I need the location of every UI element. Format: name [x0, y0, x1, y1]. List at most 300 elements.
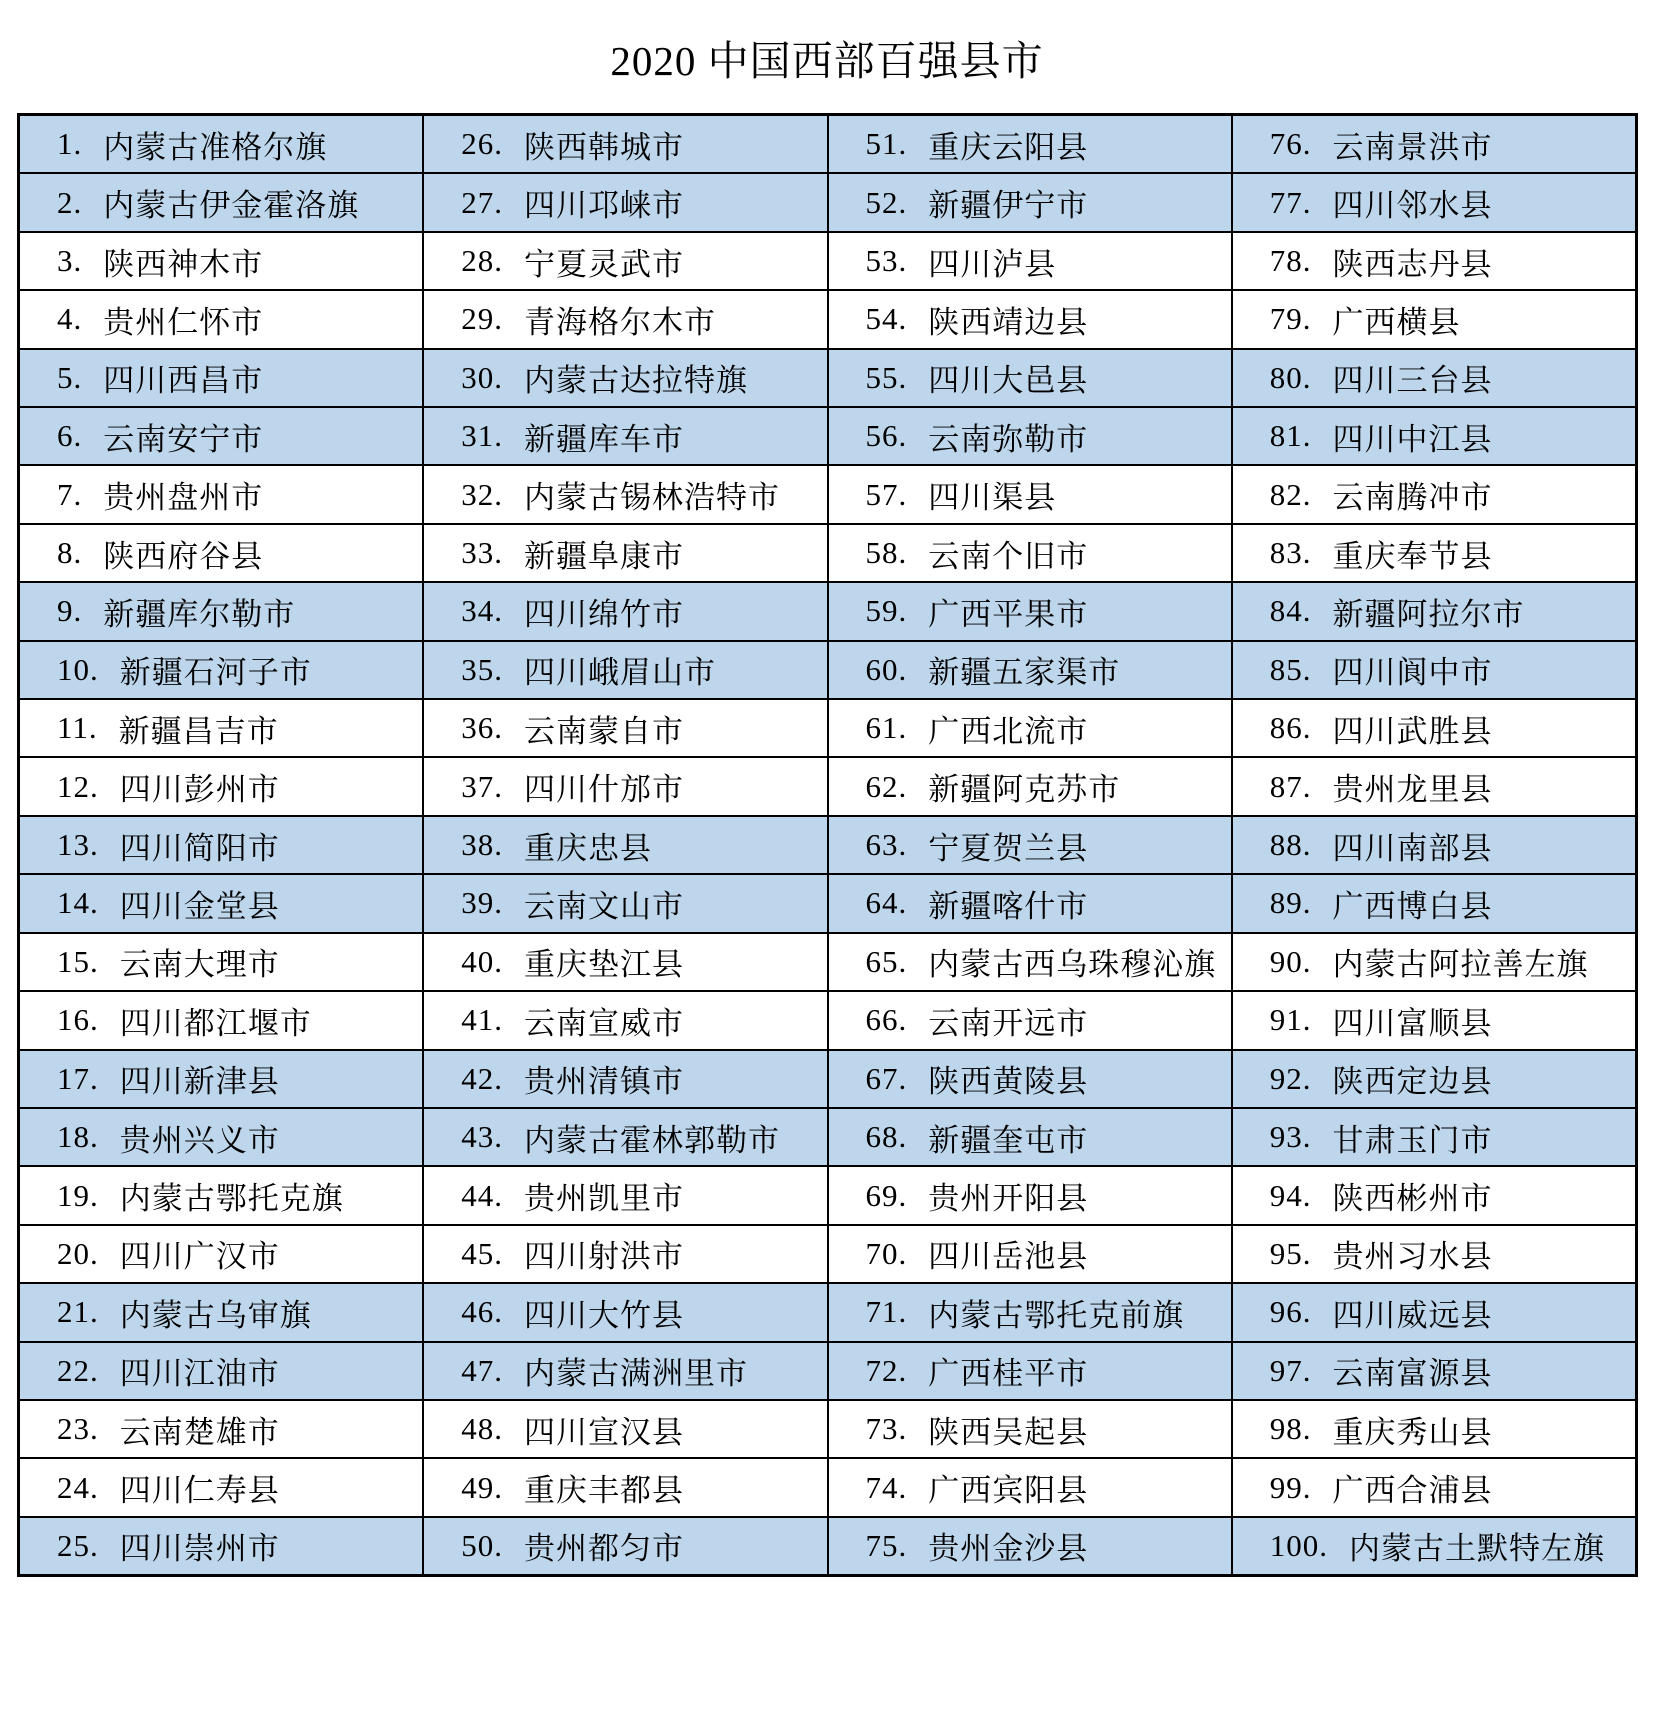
county-name: 陕西黄陵县 — [928, 1064, 1089, 1100]
county-name: 四川金堂县 — [119, 888, 280, 924]
county-name: 四川宣汉县 — [524, 1414, 684, 1450]
county-name: 四川南部县 — [1332, 830, 1493, 866]
table-cell — [20, 1401, 422, 1459]
table-cell — [424, 642, 826, 700]
rank-number: 1. — [57, 126, 83, 162]
rank-number: 25. — [57, 1527, 99, 1563]
county-name: 陕西靖边县 — [928, 304, 1089, 340]
rank-number: 65. — [865, 943, 908, 979]
table-cell — [829, 934, 1231, 992]
table-cell — [424, 408, 826, 466]
county-name: 四川阆中市 — [1332, 655, 1493, 691]
table-cell — [1233, 934, 1635, 992]
table-cell — [1233, 1459, 1635, 1517]
county-name: 四川崇州市 — [119, 1531, 280, 1567]
table-cell — [1233, 583, 1635, 641]
county-name: 四川中江县 — [1332, 421, 1493, 457]
rank-number: 28. — [461, 243, 503, 279]
table-cell — [829, 817, 1231, 875]
county-name: 广西北流市 — [928, 713, 1089, 749]
table-cell — [1233, 1109, 1635, 1167]
county-name: 四川大邑县 — [928, 363, 1089, 399]
rank-number: 54. — [865, 301, 908, 337]
county-name: 四川泸县 — [928, 246, 1057, 282]
table-cell — [20, 817, 422, 875]
table-cell — [424, 1459, 826, 1517]
county-name: 新疆库车市 — [524, 421, 684, 457]
rank-number: 82. — [1269, 476, 1312, 512]
table-cell — [829, 875, 1231, 933]
county-name: 四川岳池县 — [928, 1239, 1089, 1275]
county-name: 四川威远县 — [1332, 1297, 1493, 1333]
table-cell — [424, 583, 826, 641]
rank-number: 8. — [57, 535, 83, 571]
table-cell — [1233, 642, 1635, 700]
county-name: 四川绵竹市 — [524, 596, 684, 632]
rank-number: 63. — [865, 827, 908, 863]
table-cell — [424, 1167, 826, 1225]
table-cell — [829, 700, 1231, 758]
rank-number: 42. — [461, 1060, 503, 1096]
table-cell — [424, 700, 826, 758]
table-cell — [20, 1459, 422, 1517]
table-cell — [424, 1284, 826, 1342]
county-name: 四川简阳市 — [119, 830, 280, 866]
rank-number: 59. — [865, 593, 908, 629]
county-name: 四川西昌市 — [103, 363, 264, 399]
rank-number: 98. — [1269, 1411, 1312, 1447]
table-cell — [1233, 1284, 1635, 1342]
table-cell — [20, 233, 422, 291]
table-cell — [1233, 817, 1635, 875]
rank-number: 14. — [57, 885, 99, 921]
table-cell — [20, 1284, 422, 1342]
county-name: 四川邻水县 — [1332, 188, 1493, 224]
rank-number: 27. — [461, 184, 503, 220]
table-cell — [20, 525, 422, 583]
rank-number: 95. — [1269, 1235, 1312, 1271]
county-name: 陕西彬州市 — [1332, 1181, 1493, 1217]
table-cell — [424, 1518, 826, 1574]
county-name: 四川什邡市 — [524, 772, 684, 808]
table-cell — [1233, 992, 1635, 1050]
county-name: 贵州仁怀市 — [103, 304, 264, 340]
rank-number: 12. — [57, 768, 99, 804]
county-name: 贵州兴义市 — [119, 1122, 280, 1158]
rank-number: 13. — [57, 827, 99, 863]
county-name: 陕西志丹县 — [1332, 246, 1493, 282]
rank-number: 77. — [1269, 184, 1312, 220]
county-name: 四川新津县 — [119, 1064, 280, 1100]
rank-number: 58. — [865, 535, 908, 571]
table-cell — [20, 1226, 422, 1284]
county-name: 新疆库尔勒市 — [103, 596, 296, 632]
rank-number: 73. — [865, 1411, 908, 1447]
table-cell — [1233, 350, 1635, 408]
rank-number: 9. — [57, 593, 83, 629]
rank-number: 91. — [1269, 1002, 1312, 1038]
rank-number: 88. — [1269, 827, 1312, 863]
county-name: 甘肃玉门市 — [1332, 1122, 1493, 1158]
table-cell — [829, 1343, 1231, 1401]
rank-number: 92. — [1269, 1060, 1312, 1096]
county-name: 内蒙古鄂托克旗 — [119, 1181, 344, 1217]
table-cell — [1233, 233, 1635, 291]
county-name: 新疆阿克苏市 — [928, 772, 1121, 808]
rank-number: 52. — [865, 184, 908, 220]
table-column-4 — [1233, 116, 1635, 1574]
rank-number: 68. — [865, 1119, 908, 1155]
county-name: 贵州清镇市 — [524, 1064, 684, 1100]
rank-number: 86. — [1269, 710, 1312, 746]
county-name: 贵州盘州市 — [103, 480, 264, 516]
table-column-1 — [20, 116, 424, 1574]
table-cell — [829, 1459, 1231, 1517]
table-cell — [20, 583, 422, 641]
table-cell — [20, 1109, 422, 1167]
rank-number: 32. — [461, 476, 503, 512]
county-name: 四川仁寿县 — [119, 1473, 280, 1509]
county-name: 内蒙古西乌珠穆沁旗 — [928, 947, 1217, 983]
table-cell — [424, 1343, 826, 1401]
table-cell — [1233, 1518, 1635, 1574]
county-name: 新疆五家渠市 — [928, 655, 1121, 691]
rank-number: 60. — [865, 651, 908, 687]
county-name: 广西桂平市 — [928, 1356, 1089, 1392]
rank-number: 75. — [865, 1527, 908, 1563]
county-name: 重庆云阳县 — [928, 129, 1089, 165]
table-cell — [1233, 875, 1635, 933]
rank-number: 61. — [865, 710, 908, 746]
table-cell — [829, 642, 1231, 700]
table-cell — [829, 1167, 1231, 1225]
rank-number: 6. — [57, 418, 83, 454]
county-name: 云南安宁市 — [103, 421, 264, 457]
table-cell — [424, 466, 826, 524]
rank-number: 46. — [461, 1294, 503, 1330]
county-name: 内蒙古满洲里市 — [524, 1356, 748, 1392]
table-cell — [424, 350, 826, 408]
rank-number: 64. — [865, 885, 908, 921]
rank-number: 53. — [865, 243, 908, 279]
county-name: 四川大竹县 — [524, 1297, 684, 1333]
table-cell — [829, 1518, 1231, 1574]
rank-number: 76. — [1269, 126, 1312, 162]
county-name: 新疆昌吉市 — [118, 713, 279, 749]
rank-number: 29. — [461, 301, 503, 337]
county-name: 青海格尔木市 — [524, 304, 716, 340]
rank-number: 24. — [57, 1469, 99, 1505]
rank-number: 3. — [57, 243, 83, 279]
county-name: 云南大理市 — [119, 947, 280, 983]
table-cell — [829, 466, 1231, 524]
county-name: 重庆忠县 — [524, 830, 652, 866]
county-name: 四川渠县 — [928, 480, 1057, 516]
county-name: 重庆秀山县 — [1332, 1414, 1493, 1450]
rank-number: 44. — [461, 1177, 503, 1213]
table-cell — [20, 700, 422, 758]
rank-number: 67. — [865, 1060, 908, 1096]
table-cell — [20, 934, 422, 992]
county-name: 内蒙古伊金霍洛旗 — [103, 188, 360, 224]
rank-number: 2. — [57, 184, 83, 220]
county-name: 云南文山市 — [524, 888, 684, 924]
rank-number: 70. — [865, 1235, 908, 1271]
rank-number: 37. — [461, 768, 503, 804]
rank-number: 85. — [1269, 651, 1312, 687]
county-name: 四川三台县 — [1332, 363, 1493, 399]
table-cell — [829, 1051, 1231, 1109]
county-name: 四川武胜县 — [1332, 713, 1493, 749]
rank-number: 99. — [1269, 1469, 1312, 1505]
table-cell — [20, 758, 422, 816]
table-cell — [829, 174, 1231, 232]
county-name: 广西横县 — [1332, 304, 1461, 340]
table-cell — [829, 758, 1231, 816]
rank-number: 78. — [1269, 243, 1312, 279]
table-cell — [829, 1109, 1231, 1167]
county-name: 四川富顺县 — [1332, 1005, 1493, 1041]
rank-number: 50. — [461, 1527, 503, 1563]
rank-number: 36. — [461, 710, 503, 746]
table-cell — [424, 1401, 826, 1459]
rank-number: 87. — [1269, 768, 1312, 804]
rank-number: 56. — [865, 418, 908, 454]
rank-number: 81. — [1269, 418, 1312, 454]
rank-number: 35. — [461, 651, 503, 687]
county-name: 云南宣威市 — [524, 1005, 684, 1041]
table-column-3 — [829, 116, 1233, 1574]
rank-number: 26. — [461, 126, 503, 162]
county-name: 云南蒙自市 — [524, 713, 684, 749]
table-cell — [20, 1167, 422, 1225]
table-cell — [1233, 466, 1635, 524]
rank-number: 38. — [461, 827, 503, 863]
table-cell — [20, 291, 422, 349]
county-name: 内蒙古锡林浩特市 — [524, 480, 780, 516]
rank-number: 51. — [865, 126, 908, 162]
county-name: 广西博白县 — [1332, 888, 1493, 924]
county-name: 广西宾阳县 — [928, 1473, 1089, 1509]
rank-number: 48. — [461, 1411, 503, 1447]
rank-number: 34. — [461, 593, 503, 629]
rank-number: 66. — [865, 1002, 908, 1038]
rank-number: 17. — [57, 1060, 99, 1096]
county-name: 陕西定边县 — [1332, 1064, 1493, 1100]
county-name: 新疆阿拉尔市 — [1332, 596, 1525, 632]
rank-number: 22. — [57, 1352, 99, 1388]
county-name: 宁夏贺兰县 — [928, 830, 1089, 866]
rank-number: 90. — [1269, 943, 1312, 979]
county-name: 云南富源县 — [1332, 1356, 1493, 1392]
rank-number: 62. — [865, 768, 908, 804]
rank-number: 7. — [57, 476, 83, 512]
county-name: 四川射洪市 — [524, 1239, 684, 1275]
table-cell — [829, 1226, 1231, 1284]
table-cell — [1233, 291, 1635, 349]
county-name: 贵州龙里县 — [1332, 772, 1493, 808]
county-name: 贵州金沙县 — [928, 1531, 1089, 1567]
table-cell — [1233, 1167, 1635, 1225]
table-cell — [20, 174, 422, 232]
rank-number: 97. — [1269, 1352, 1312, 1388]
table-cell — [20, 875, 422, 933]
rank-number: 31. — [461, 418, 503, 454]
county-name: 内蒙古鄂托克前旗 — [928, 1297, 1185, 1333]
rank-number: 55. — [865, 359, 908, 395]
rank-number: 33. — [461, 535, 503, 571]
rank-number: 20. — [57, 1235, 99, 1271]
rank-number: 30. — [461, 359, 503, 395]
county-name: 贵州都匀市 — [524, 1531, 684, 1567]
table-cell — [1233, 174, 1635, 232]
rank-number: 23. — [57, 1411, 99, 1447]
rank-number: 4. — [57, 301, 83, 337]
table-cell — [829, 525, 1231, 583]
rank-number: 21. — [57, 1294, 99, 1330]
rank-number: 100. — [1269, 1527, 1328, 1563]
rank-number: 79. — [1269, 301, 1312, 337]
county-name: 内蒙古达拉特旗 — [524, 363, 748, 399]
county-name: 四川都江堰市 — [119, 1005, 312, 1041]
table-cell — [424, 1051, 826, 1109]
county-name: 云南个旧市 — [928, 538, 1089, 574]
rank-number: 18. — [57, 1119, 99, 1155]
table-cell — [829, 291, 1231, 349]
rank-number: 93. — [1269, 1119, 1312, 1155]
county-name: 云南腾冲市 — [1332, 480, 1493, 516]
table-cell — [424, 233, 826, 291]
rank-number: 84. — [1269, 593, 1312, 629]
county-name: 广西合浦县 — [1332, 1473, 1493, 1509]
table-cell — [1233, 1401, 1635, 1459]
county-name: 新疆石河子市 — [119, 655, 312, 691]
table-cell — [1233, 525, 1635, 583]
rank-number: 72. — [865, 1352, 908, 1388]
table-cell — [20, 116, 422, 174]
rank-number: 74. — [865, 1469, 908, 1505]
page-title: 2020 中国西部百强县市 — [610, 38, 1044, 84]
rank-number: 10. — [57, 651, 99, 687]
county-name: 陕西府谷县 — [103, 538, 264, 574]
county-name: 四川峨眉山市 — [524, 655, 716, 691]
table-cell — [829, 1401, 1231, 1459]
county-name: 新疆喀什市 — [928, 888, 1089, 924]
table-cell — [424, 1109, 826, 1167]
rank-number: 47. — [461, 1352, 503, 1388]
rank-number: 16. — [57, 1002, 99, 1038]
county-name: 四川邛崃市 — [524, 188, 684, 224]
county-name: 陕西神木市 — [103, 246, 264, 282]
county-name: 贵州开阳县 — [928, 1181, 1089, 1217]
county-name: 新疆奎屯市 — [928, 1122, 1089, 1158]
table-cell — [424, 116, 826, 174]
county-name: 新疆阜康市 — [524, 538, 684, 574]
table-cell — [20, 1518, 422, 1574]
table-cell — [829, 583, 1231, 641]
county-name: 四川广汉市 — [119, 1239, 280, 1275]
rank-number: 40. — [461, 943, 503, 979]
county-name: 陕西吴起县 — [928, 1414, 1089, 1450]
rank-number: 80. — [1269, 359, 1312, 395]
rank-number: 5. — [57, 359, 83, 395]
rank-number: 71. — [865, 1294, 908, 1330]
rank-number: 69. — [865, 1177, 908, 1213]
county-name: 内蒙古乌审旗 — [119, 1297, 312, 1333]
county-name: 内蒙古土默特左旗 — [1349, 1531, 1605, 1567]
rank-number: 45. — [461, 1235, 503, 1271]
table-cell — [424, 934, 826, 992]
county-name: 云南开远市 — [928, 1005, 1089, 1041]
county-name: 广西平果市 — [928, 596, 1089, 632]
table-cell — [424, 875, 826, 933]
county-name: 内蒙古霍林郭勒市 — [524, 1122, 780, 1158]
rank-number: 43. — [461, 1119, 503, 1155]
county-name: 内蒙古准格尔旗 — [103, 129, 328, 165]
county-name: 四川彭州市 — [119, 772, 280, 808]
table-cell — [20, 466, 422, 524]
table-cell — [424, 992, 826, 1050]
table-cell — [1233, 408, 1635, 466]
table-cell — [424, 291, 826, 349]
table-cell — [1233, 1343, 1635, 1401]
table-cell — [20, 1343, 422, 1401]
rank-number: 57. — [865, 476, 908, 512]
county-name: 重庆丰都县 — [524, 1473, 684, 1509]
county-name: 陕西韩城市 — [524, 129, 684, 165]
table-cell — [829, 350, 1231, 408]
rank-number: 49. — [461, 1469, 503, 1505]
table-cell — [1233, 116, 1635, 174]
table-cell — [424, 525, 826, 583]
county-name: 重庆垫江县 — [524, 947, 684, 983]
county-name: 云南景洪市 — [1332, 129, 1493, 165]
ranking-table — [17, 113, 1638, 1577]
rank-number: 19. — [57, 1177, 99, 1213]
table-cell — [424, 174, 826, 232]
county-name: 贵州习水县 — [1332, 1239, 1493, 1275]
table-cell — [424, 1226, 826, 1284]
table-cell — [829, 1284, 1231, 1342]
rank-number: 83. — [1269, 535, 1312, 571]
county-name: 云南弥勒市 — [928, 421, 1089, 457]
rank-number: 11. — [57, 710, 98, 746]
table-cell — [829, 408, 1231, 466]
table-cell — [829, 116, 1231, 174]
table-cell — [20, 408, 422, 466]
county-name: 新疆伊宁市 — [928, 188, 1089, 224]
table-cell — [20, 992, 422, 1050]
table-cell — [20, 642, 422, 700]
table-cell — [829, 992, 1231, 1050]
rank-number: 96. — [1269, 1294, 1312, 1330]
county-name: 重庆奉节县 — [1332, 538, 1493, 574]
county-name: 贵州凯里市 — [524, 1181, 684, 1217]
table-cell — [829, 233, 1231, 291]
table-cell — [424, 817, 826, 875]
table-cell — [20, 1051, 422, 1109]
county-name: 云南楚雄市 — [119, 1414, 280, 1450]
rank-number: 94. — [1269, 1177, 1312, 1213]
table-cell — [424, 758, 826, 816]
county-name: 内蒙古阿拉善左旗 — [1332, 947, 1589, 983]
rank-number: 41. — [461, 1002, 503, 1038]
rank-number: 89. — [1269, 885, 1312, 921]
rank-number: 15. — [57, 943, 99, 979]
county-name: 四川江油市 — [119, 1356, 280, 1392]
table-column-2 — [424, 116, 828, 1574]
rank-number: 39. — [461, 885, 503, 921]
